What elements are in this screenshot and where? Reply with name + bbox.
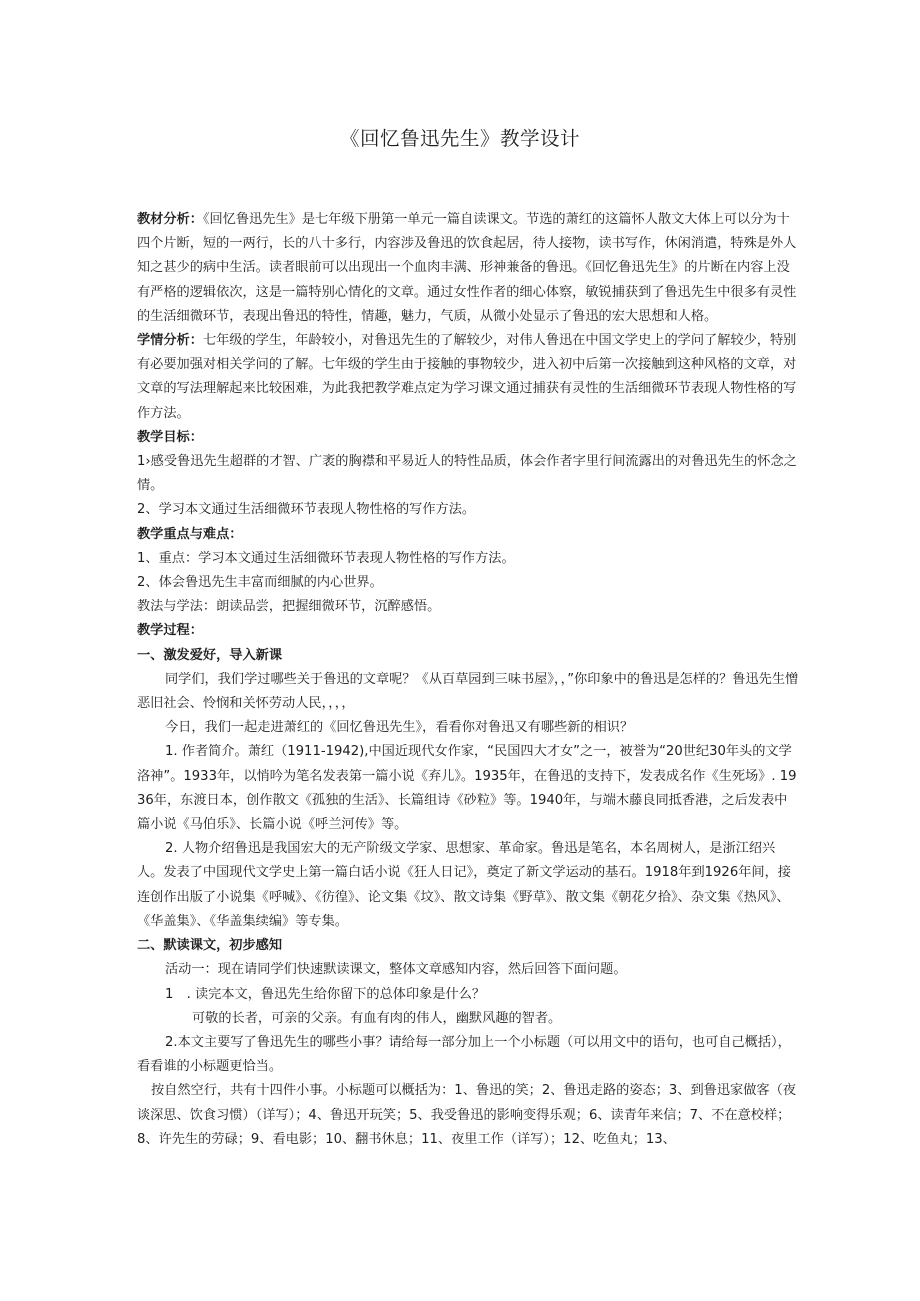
activity-one: 活动一：现在请同学们快速默读课文，整体文章感知内容，然后回答下面问题。 (165, 962, 627, 978)
document-body (137, 208, 799, 1152)
section2-heading: 二、默读课文，初步感知 (137, 938, 283, 954)
students-text: 七年级的学生，年龄较小，对鲁迅先生的了解较少，对伟人鲁迅在中国文学史上的学问了解较少，特别有必要加强对相关学问的了解。七年级的学生由于接触的事物较少，进入初中后第一次接触到这种风格的文章，对文章的写法理解起来比较困难，为此我把教学难点定为学习课文通过捕获有灵性的生活细微环节表现人物性格的写作方法。 (137, 333, 797, 421)
section1-heading: 一、激发爱好，导入新课 (137, 647, 283, 663)
keypoint-item: 1、重点：学习本文通过生活细微环节表现人物性格的写作方法。 (137, 550, 515, 566)
question-two: 2.本文主要写了鲁迅先生的哪些小事？请给每一部分加上一个小标题（可以用文中的语句，也可自己概括），看看谁的小标题更恰当。 (137, 1034, 791, 1075)
goals-heading: 教学目标： (137, 429, 203, 445)
luxun-intro: 2. 人物介绍鲁迅是我国宏大的无产阶级文学家、思想家、革命家。鲁迅是笔名，本名周树人，是浙江绍兴人。发表了中国现代文学史上第一篇白话小说《狂人日记》，奠定了新文学运动的基石。1918年到1926年间，接连创作出版了小说集《呼喊》、《彷徨》、论文集《坟》、散文诗集《野草》、散文集《朝花夕拾》、杂文集《热风》、《华盖集》、《华盖集续编》等专集。 (137, 841, 791, 929)
answer-one: 可敬的长者，可亲的父亲。有血有肉的伟人，幽默风趣的智者。 (192, 1010, 562, 1026)
student-analysis (137, 329, 799, 426)
section1-today: 今日，我们一起走进萧红的《回忆鲁迅先生》，看看你对鲁迅又有哪些新的相识？ (165, 720, 634, 736)
goal-item: 1›感受鲁迅先生超群的才智、广袤的胸襟和平易近人的特性品质，体会作者字里行间流露出的对鲁迅先生的怀念之情。 (137, 454, 797, 494)
students-label: 学情分析： (137, 333, 203, 349)
material-label: 教材分析： (137, 212, 203, 227)
document-title: 《回忆鲁迅先生》教学设计 (339, 127, 580, 150)
answer-two: 按自然空行，共有十四件小事。小标题可以概括为：1、鲁迅的笑；2、鲁迅走路的姿态；3、到鲁迅家做客（夜谈深思、饮食习惯）（详写）；4、鲁迅开玩笑；5、我受鲁迅的影响变得乐观；6、读青年来信；7、不在意校样；8、许先生的劳碌；9、看电影；10、翻书休息；11、夜里工作（详写）；12、吃鱼丸；13、 (137, 1083, 796, 1147)
keypoints-heading: 教学重点与难点： (137, 526, 243, 542)
section1-intro: 同学们，我们学过哪些关于鲁迅的文章呢？《从百草园到三味书屋》，，”你印象中的鲁迅是怎样的？鲁迅先生憎恶旧社会、怜悯和关怀劳动人民，，，， (137, 671, 799, 712)
goal-item: 2、学习本文通过生活细微环节表现人物性格的写作方法。 (137, 502, 476, 518)
teaching-method: 教法与学法：朗读品尝，把握细微环节，沉醉感悟。 (137, 599, 441, 615)
author-intro: 1. 作者简介。萧红（1911-1942),中国近现代女作家，“民国四大才女”之一，被誉为“20世纪30年头的文学洛神”。1933年，以悄吟为笔名发表第一篇小说《弃儿》。1935年，在鲁迅的支持下，发表成名作《生死场》. 1936年，东渡日本，创作散文《孤独的生活》、长篇组诗《砂粒》等。1940年，与端木藤良同抵香港，之后发表中篇小说《马伯乐》、长篇小说《呼兰河传》等。 (137, 744, 797, 833)
keypoint-item: 2、体会鲁迅先生丰富而细腻的内心世界。 (137, 575, 383, 591)
material-text: 《回忆鲁迅先生》是七年级下册第一单元一篇自读课文。节选的萧红的这篇怀人散文大体上可以分为十四个片断，短的一两行，长的八十多行，内容涉及鲁迅的饮食起居，待人接物，读书写作，休闲消遣，特殊是外人知之甚少的病中生活。读者眼前可以出现出一个血肉丰满、形神兼备的鲁迅。《回忆鲁迅先生》的片断在内容上没有严格的逻辑依次，这是一篇特别心情化的文章。通过女性作者的细心体察，敏锐捕获到了鲁迅先生中很多有灵性的生活细微环节，表现出鲁迅的特性，情趣，魅力，气质，从微小处显示了鲁迅的宏大思想和人格。 (137, 212, 797, 324)
process-heading: 教学过程： (137, 623, 203, 639)
question-one: 1 . 读完本文，鲁迅先生给你留下的总体印象是什么？ (165, 986, 486, 1002)
material-analysis (137, 208, 799, 329)
